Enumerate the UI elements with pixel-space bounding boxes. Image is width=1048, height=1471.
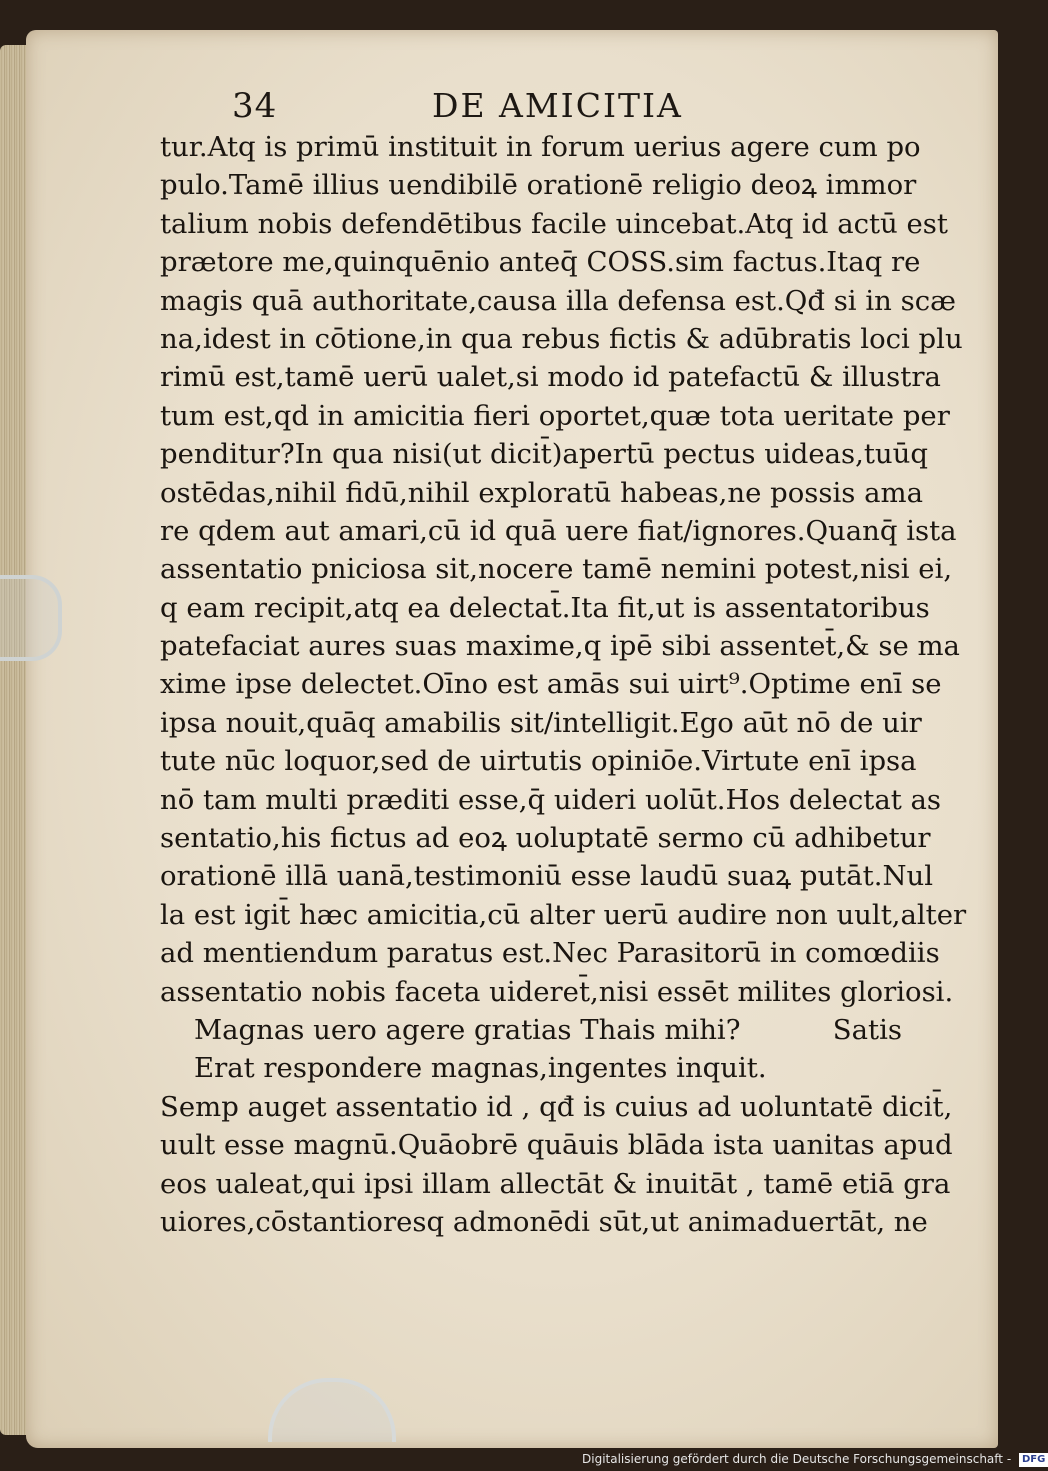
page-number: 34 — [232, 86, 278, 126]
text-line: tur.Atq is primū instituit in forum uerius agere cum po — [160, 131, 921, 163]
text-line: xime ipse delectet.Oīno est amās sui uirt⁹.Optime enī se — [160, 668, 942, 701]
text-line: patefaciat aures suas maxime,q ipē sibi assentet̄,& se ma — [160, 630, 960, 663]
text-line: tum est,qd in amicitia fieri oportet,quæ tota ueritate per — [160, 399, 950, 432]
text-line: magis quā authoritate,causa illa defensa est.Qđ si in scæ — [160, 284, 956, 317]
text-line: eos ualeat,qui ipsi illam allectāt & inuitāt , tamē etiā gra — [160, 1167, 951, 1200]
body-text — [160, 128, 967, 1241]
text-line: re qdem aut amari,cū id quā uere fiat/ignores.Quanq̄ ista — [160, 514, 957, 547]
text-line: ad mentiendum paratus est.Nec Parasitorū in comœdiis — [160, 937, 940, 970]
text-line: talium nobis defendētibus facile uincebat.Atq id actū est — [160, 207, 948, 240]
text-line: Semp auget assentatio id , qđ is cuius ad uoluntatē dicit̄, — [160, 1090, 953, 1123]
text-line: pulo.Tamē illius uendibilē orationē religio deoꝝ immor — [160, 169, 917, 202]
text-line: ostēdas,nihil fidū,nihil exploratū habeas,ne possis ama — [160, 476, 923, 509]
text-line: na,idest in cōtione,in qua rebus fictis & adūbratis loci plu — [160, 322, 963, 355]
dfg-logo: DFG — [1019, 1453, 1048, 1467]
verse-quote-line — [160, 1011, 920, 1049]
text-line: sentatio,his fictus ad eoꝝ uoluptatē sermo cū adhibetur — [160, 822, 931, 855]
text-line: assentatio pniciosa sit,nocere tamē nemini potest,nisi ei, — [160, 553, 953, 586]
verse-text: Magnas uero agere gratias Thais mihi? — [194, 1013, 741, 1046]
text-line: rimū est,tamē uerū ualet,si modo id patefactū & illustra — [160, 361, 941, 394]
text-line: ipsa nouit,quāq amabilis sit/intelligit.Ego aūt nō de uir — [160, 706, 922, 739]
text-line: assentatio nobis faceta uideret̄,nisi essēt milites gloriosi. — [160, 975, 954, 1008]
page-header — [0, 86, 1000, 126]
text-line: nō tam multi præditi esse,q̄ uideri uolūt.Hos delectat as — [160, 783, 942, 816]
verse-quote-line — [160, 1049, 920, 1087]
running-head: DE AMICITIA — [432, 86, 683, 125]
text-line: q eam recipit,atq ea delectat̄.Ita fit,ut is assentatoribus — [160, 591, 930, 624]
text-line: uult esse magnū.Quāobrē quāuis blāda ista uanitas apud — [160, 1129, 953, 1162]
text-line: tute nūc loquor,sed de uirtutis opiniōe.Virtute enī ipsa — [160, 745, 917, 778]
paper-clip-left — [0, 575, 62, 661]
text-line: penditur?In qua nisi(ut dicit̄)apertū pectus uideas,tuūq — [160, 438, 928, 471]
verse-continuation: Satis — [832, 1013, 902, 1046]
text-line: la est igit̄ hæc amicitia,cū alter uerū audire non uult,alter — [160, 898, 967, 931]
text-line: orationē illā uanā,testimoniū esse laudū suaꝝ putāt.Nul — [160, 860, 934, 893]
credit-text: Digitalisierung gefördert durch die Deutsche Forschungsgemeinschaft - — [582, 1452, 1012, 1466]
verse-text: Erat respondere magnas,ingentes inquit. — [194, 1052, 767, 1085]
text-line: prætore me,quinquēnio anteq̄ COSS.sim factus.Itaq re — [160, 246, 921, 279]
text-line: uiores,cōstantioresq admonēdi sūt,ut animaduertāt, ne — [160, 1205, 928, 1238]
digitization-credit — [582, 1448, 1046, 1471]
